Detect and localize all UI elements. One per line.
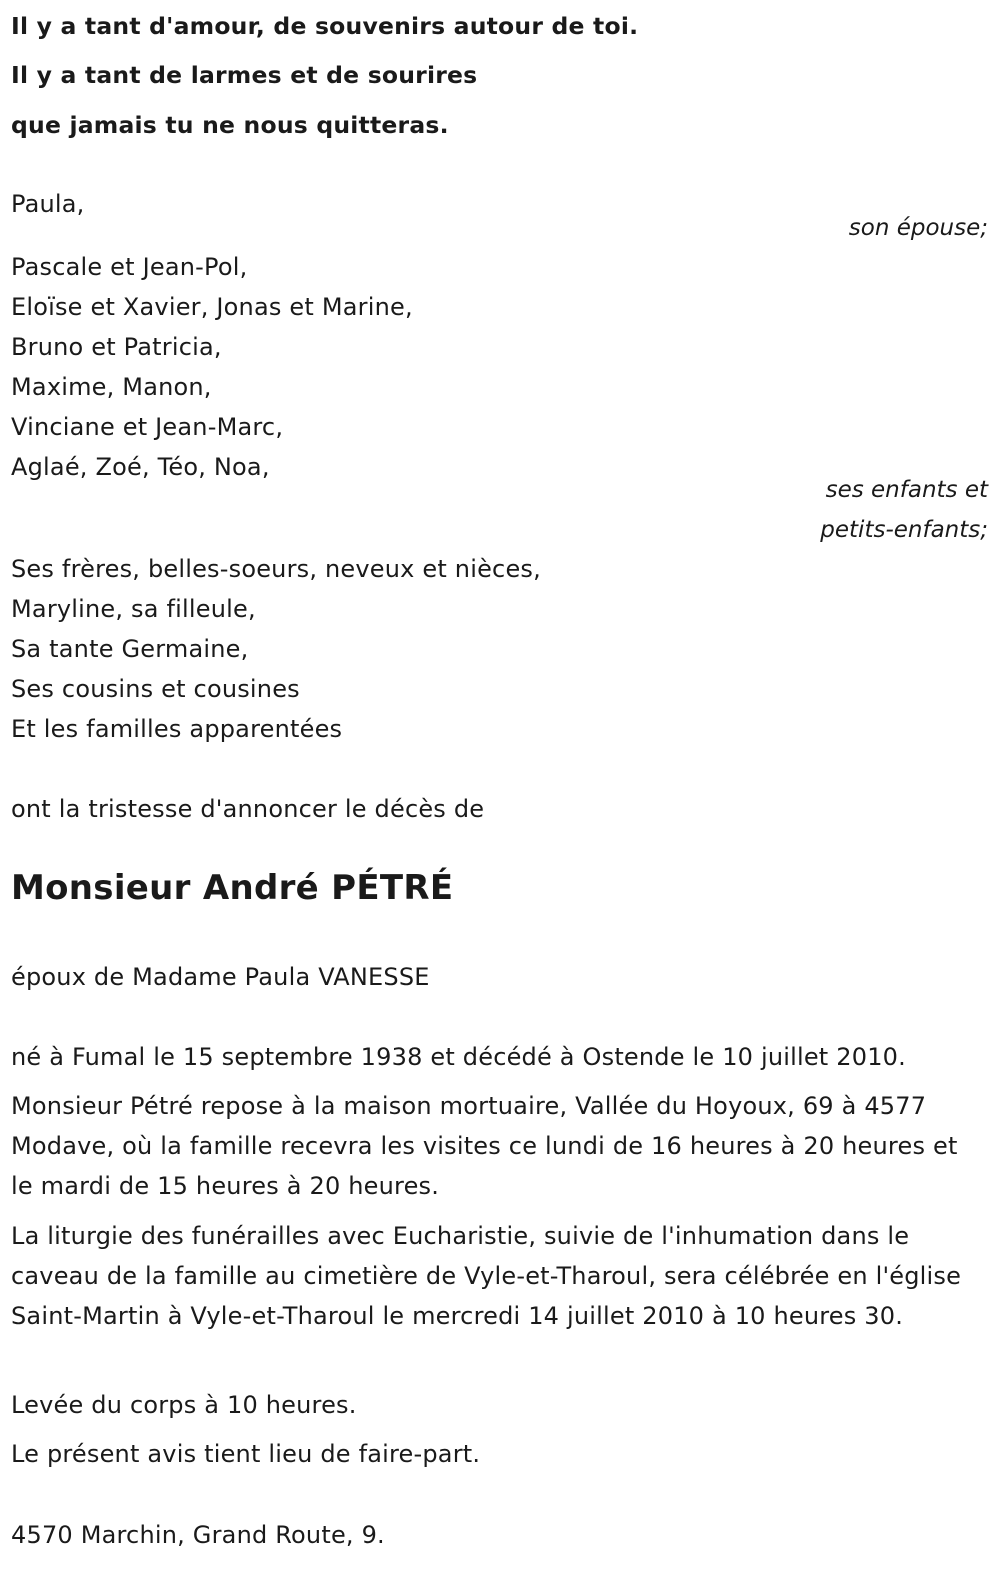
children-role-line-1: ses enfants et [825,477,988,503]
deceased-name: Monsieur André PÉTRÉ [11,868,454,908]
children-role-line-2: petits-enfants; [820,517,988,543]
family-line: Ses cousins et cousines [11,675,300,703]
children-line: Maxime, Manon, [11,373,212,401]
visitation-paragraph: Monsieur Pétré repose à la maison mortuaire, Vallée du Hoyoux, 69 à 4577 Modave, où la famille recevra les visites ce lundi de 16 heures à 20 heures et le mardi de 15 heures à 20 heures. [11,1092,958,1200]
family-line: Sa tante Germaine, [11,635,249,663]
poem-line-3: que jamais tu ne nous quitteras. [11,111,449,139]
family-line: Ses frères, belles-soeurs, neveux et nièces, [11,555,541,583]
children-line: Pascale et Jean-Pol, [11,253,248,281]
notice-text: Le présent avis tient lieu de faire-part. [11,1440,481,1468]
children-line: Bruno et Patricia, [11,333,222,361]
spouse-role: son épouse; [848,215,988,241]
children-line: Aglaé, Zoé, Téo, Noa, [11,453,270,481]
address-text: 4570 Marchin, Grand Route, 9. [11,1521,385,1549]
poem-line-2: Il y a tant de larmes et de sourires [11,61,478,89]
children-line: Vinciane et Jean-Marc, [11,413,284,441]
levee-text: Levée du corps à 10 heures. [11,1391,357,1419]
funeral-paragraph: La liturgie des funérailles avec Eucharistie, suivie de l'inhumation dans le caveau de la famille au cimetière de Vyle-et-Tharoul, sera célébrée en l'église Saint-Martin à Vyle-et-Tharoul le mercredi 14 juillet 2010 à 10 heures 30. [11,1222,962,1330]
birth-death-text: né à Fumal le 15 septembre 1938 et décédé à Ostende le 10 juillet 2010. [11,1043,906,1071]
family-line: Maryline, sa filleule, [11,595,256,623]
poem-line-1: Il y a tant d'amour, de souvenirs autour de toi. [11,12,639,40]
spouse-name: Paula, [11,190,85,218]
announcement-text: ont la tristesse d'annoncer le décès de [11,795,485,823]
family-line: Et les familles apparentées [11,715,343,743]
children-line: Eloïse et Xavier, Jonas et Marine, [11,293,413,321]
spouse-of-text: époux de Madame Paula VANESSE [11,963,430,991]
